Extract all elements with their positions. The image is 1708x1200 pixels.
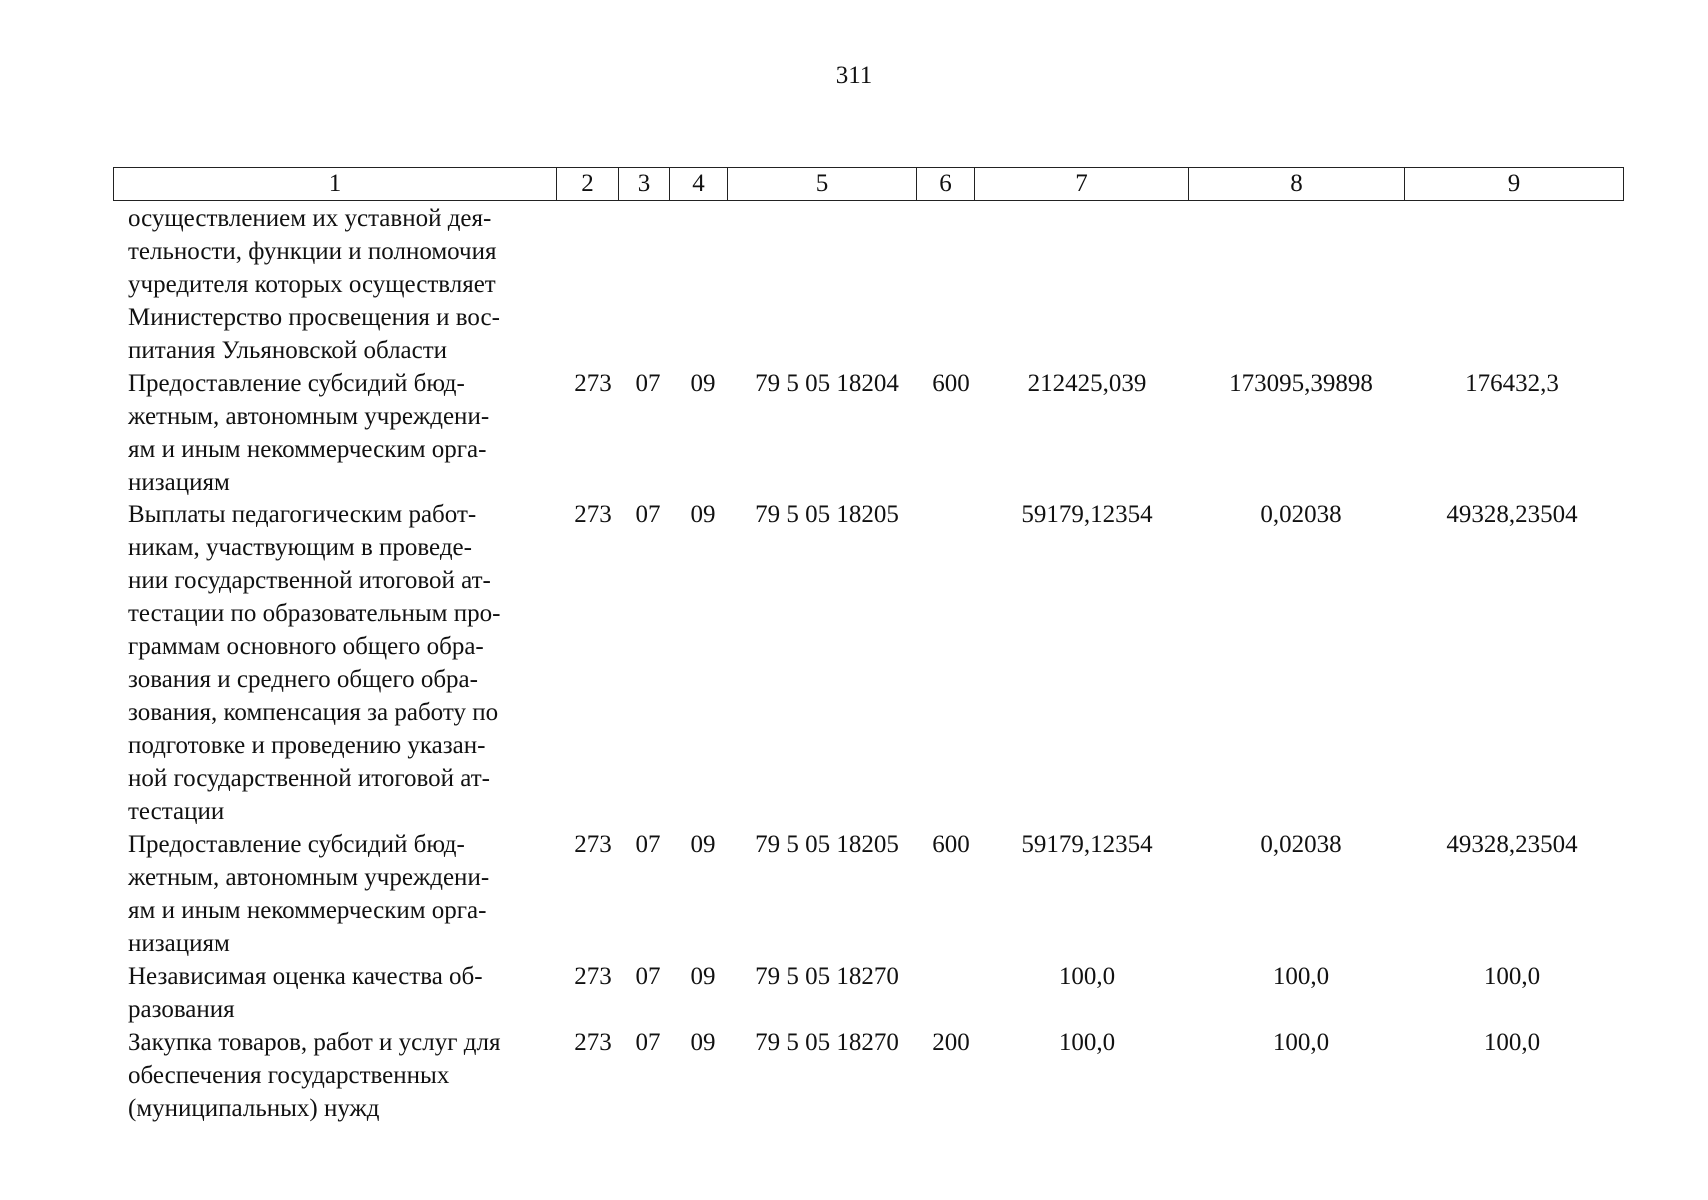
cell-amount-col7: 100,0 — [1058, 963, 1116, 990]
cell-amount-col9: 49328,23504 — [1446, 501, 1578, 528]
header-col-5: 5 — [728, 168, 917, 201]
header-col-8: 8 — [1189, 168, 1405, 201]
cell-amount-col8: 100,0 — [1272, 963, 1330, 990]
header-col-6: 6 — [917, 168, 975, 201]
description-line: Закупка товаров, работ и услуг для — [128, 1029, 501, 1056]
description-line: никам, участвующим в проведе- — [128, 534, 472, 561]
cell-amount-col7: 59179,12354 — [1021, 501, 1153, 528]
description-line: тельности, функции и полномочия — [128, 238, 497, 265]
description-line: ной государственной итоговой ат- — [128, 765, 490, 792]
cell-subsection: 09 — [690, 501, 716, 528]
cell-amount-col7: 59179,12354 — [1021, 831, 1153, 858]
description-line: жетным, автономным учреждени- — [128, 864, 490, 891]
cell-section: 07 — [635, 1029, 661, 1056]
cell-section: 07 — [635, 831, 661, 858]
cell-admin-code: 273 — [574, 370, 612, 397]
cell-admin-code: 273 — [574, 1029, 612, 1056]
cell-expense-type: 600 — [932, 831, 970, 858]
cell-amount-col9: 100,0 — [1483, 1029, 1541, 1056]
cell-target-article: 79 5 05 18205 — [755, 831, 899, 858]
row-description — [128, 202, 552, 367]
description-line: зования, компенсация за работу по — [128, 699, 499, 726]
description-line: Предоставление субсидий бюд- — [128, 370, 465, 397]
description-line: Предоставление субсидий бюд- — [128, 831, 465, 858]
cell-section: 07 — [635, 501, 661, 528]
description-line: питания Ульяновской области — [128, 337, 448, 364]
row-description — [128, 498, 552, 828]
page-number: 311 — [835, 62, 873, 89]
cell-subsection: 09 — [690, 963, 716, 990]
cell-admin-code: 273 — [574, 501, 612, 528]
description-line: нии государственной итоговой ат- — [128, 567, 491, 594]
description-line: ям и иным некоммерческим орга- — [128, 897, 487, 924]
description-line: Независимая оценка качества об- — [128, 963, 483, 990]
cell-target-article: 79 5 05 18270 — [755, 1029, 899, 1056]
header-col-7: 7 — [975, 168, 1189, 201]
description-line: зования и среднего общего обра- — [128, 666, 478, 693]
header-col-1: 1 — [114, 168, 557, 201]
description-line: осуществлением их уставной дея- — [128, 205, 492, 232]
description-line: Министерство просвещения и вос- — [128, 304, 500, 331]
description-line: граммам основного общего обра- — [128, 633, 484, 660]
cell-admin-code: 273 — [574, 831, 612, 858]
cell-admin-code: 273 — [574, 963, 612, 990]
row-description — [128, 367, 552, 499]
description-line: подготовке и проведению указан- — [128, 732, 486, 759]
description-line: низациям — [128, 469, 230, 496]
row-description — [128, 1026, 552, 1125]
cell-amount-col9: 176432,3 — [1465, 370, 1559, 397]
cell-target-article: 79 5 05 18270 — [755, 963, 899, 990]
cell-section: 07 — [635, 370, 661, 397]
cell-target-article: 79 5 05 18204 — [755, 370, 899, 397]
cell-subsection: 09 — [690, 1029, 716, 1056]
cell-amount-col8: 100,0 — [1272, 1029, 1330, 1056]
cell-amount-col9: 100,0 — [1483, 963, 1541, 990]
description-line: Выплаты педагогическим работ- — [128, 501, 477, 528]
description-line: обеспечения государственных — [128, 1062, 450, 1089]
description-line: жетным, автономным учреждени- — [128, 403, 490, 430]
description-line: тестации по образовательным про- — [128, 600, 501, 627]
cell-subsection: 09 — [690, 370, 716, 397]
row-description — [128, 828, 552, 960]
description-line: учредителя которых осуществляет — [128, 271, 496, 298]
header-col-4: 4 — [670, 168, 728, 201]
description-line: разования — [128, 996, 235, 1023]
cell-expense-type: 600 — [932, 370, 970, 397]
cell-amount-col7: 212425,039 — [1027, 370, 1147, 397]
header-col-2: 2 — [557, 168, 619, 201]
description-line: ям и иным некоммерческим орга- — [128, 436, 487, 463]
cell-target-article: 79 5 05 18205 — [755, 501, 899, 528]
cell-subsection: 09 — [690, 831, 716, 858]
cell-amount-col8: 0,02038 — [1260, 831, 1342, 858]
header-col-9: 9 — [1405, 168, 1624, 201]
row-description — [128, 960, 552, 1026]
cell-amount-col8: 0,02038 — [1260, 501, 1342, 528]
description-line: тестации — [128, 798, 225, 825]
cell-amount-col8: 173095,39898 — [1229, 370, 1373, 397]
header-col-3: 3 — [619, 168, 670, 201]
cell-amount-col7: 100,0 — [1058, 1029, 1116, 1056]
description-line: низациям — [128, 930, 230, 957]
cell-amount-col9: 49328,23504 — [1446, 831, 1578, 858]
description-line: (муниципальных) нужд — [128, 1095, 380, 1122]
cell-section: 07 — [635, 963, 661, 990]
cell-expense-type: 200 — [932, 1029, 970, 1056]
